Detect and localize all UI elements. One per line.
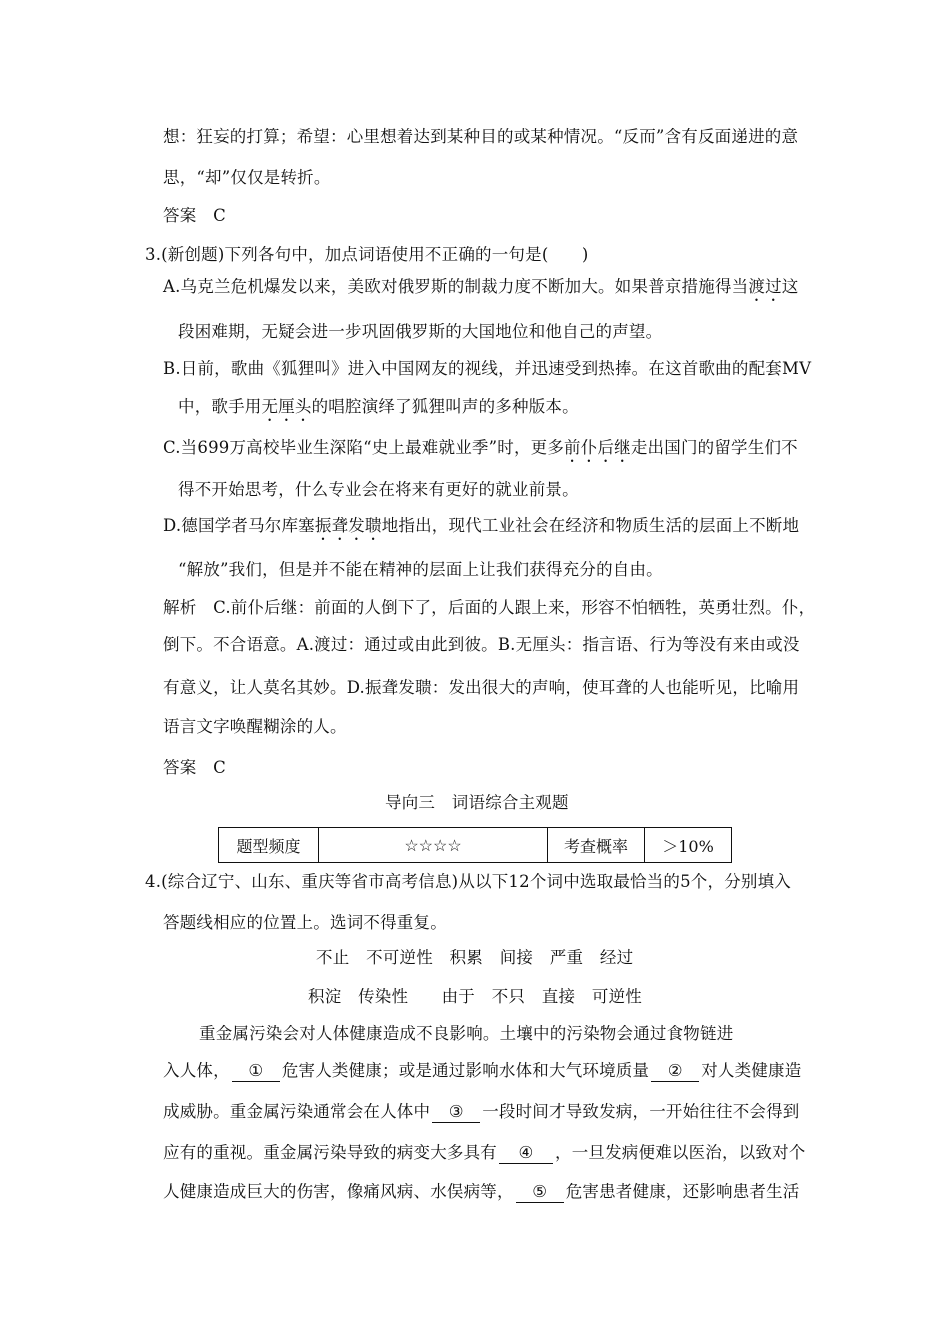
answer-blank-5[interactable]: ⑤: [516, 1182, 564, 1203]
passage-text: 成威胁。重金属污染通常会在人体中: [163, 1102, 431, 1121]
passage-text: 应有的重视。重金属污染导致的病变大多具有: [163, 1143, 497, 1162]
passage-line-4: [163, 1142, 806, 1164]
option-c-line-1: [163, 437, 798, 466]
option-a-line-2: 段困难期，无疑会进一步巩固俄罗斯的大国地位和他自己的声望。: [178, 322, 663, 341]
passage-line-1: 重金属污染会对人体健康造成不良影响。土壤中的污染物会通过食物链进: [199, 1024, 734, 1043]
section-heading: 导向三 词语综合主观题: [385, 793, 569, 812]
passage-line-2: [163, 1060, 801, 1082]
explanation-line-4: 语言文字唤醒糊涂的人。: [163, 717, 347, 736]
answer-blank-1[interactable]: ①: [232, 1061, 280, 1082]
answer-2: 答案 C: [163, 758, 226, 777]
option-a-line-1: [163, 276, 798, 305]
passage-text: 人健康造成巨大的伤害，像痛风病、水俣病等，: [163, 1182, 514, 1201]
frequency-table: [218, 827, 732, 863]
option-b-line-2: [178, 396, 579, 425]
explanation-line-1: 解析 C.前仆后继：前面的人倒下了，后面的人跟上来，形容不怕牺牲，英勇壮烈。仆，: [163, 598, 816, 617]
passage-line-3: [163, 1101, 800, 1123]
word-bank-row-2: 积淀 传染性 由于 不只 直接 可逆性: [308, 987, 642, 1006]
table-cell-probability: ＞10%: [645, 828, 732, 863]
passage-text: 入人体，: [163, 1061, 230, 1080]
question-4-line-1: 4.(综合辽宁、山东、重庆等省市高考信息)从以下12个词中选取最恰当的5个，分别填入: [145, 872, 792, 891]
answer-1: 答案 C: [163, 206, 226, 225]
table-cell-label-frequency: 题型频度: [219, 828, 319, 863]
option-c-text: C.当699万高校毕业生深陷“史上最难就业季”时，更多: [163, 438, 565, 457]
answer-blank-4[interactable]: ④: [499, 1143, 553, 1164]
table-row: [219, 828, 732, 863]
option-b-text-end: 的唱腔演绎了狐狸叫声的多种版本。: [311, 397, 579, 416]
passage-text: 危害患者健康，还影响患者生活: [565, 1182, 800, 1201]
explanation-line-2: 倒下。不合语意。A.渡过：通过或由此到彼。B.无厘头：指言语、行为等没有来由或没: [163, 635, 800, 654]
option-a-text: A.乌克兰危机爆发以来，美欧对俄罗斯的制裁力度不断加大。如果普京措施得当: [163, 277, 749, 296]
question-4-line-2: 答题线相应的位置上。选词不得重复。: [163, 913, 447, 932]
dotted-word-d: 振聋发聩: [314, 516, 382, 535]
passage-text: ，一旦发病便难以医治，以致对个: [555, 1143, 806, 1162]
explanation-line-3: 有意义，让人莫名其妙。D.振聋发聩：发出很大的声响，使耳聋的人也能听见，比喻用: [163, 678, 800, 697]
line-1: 想：狂妄的打算；希望：心里想着达到某种目的或某种情况。“反而”含有反面递进的意: [163, 127, 799, 146]
passage-text: 对人类健康造: [701, 1061, 802, 1080]
dotted-word-c: 前仆后继: [564, 438, 631, 457]
option-c-text-end: 走出国门的留学生们不: [630, 438, 798, 457]
passage-text: 危害人类健康；或是通过影响水体和大气环境质量: [281, 1061, 650, 1080]
option-b-text: 中，歌手用: [178, 397, 262, 416]
question-3: 3.(新创题)下列各句中，加点词语使用不正确的一句是( ): [145, 245, 589, 264]
table-cell-label-probability: 考查概率: [548, 828, 645, 863]
option-b-line-1: B.日前，歌曲《狐狸叫》进入中国网友的视线，并迅速受到热捧。在这首歌曲的配套MV: [163, 359, 812, 378]
passage-text: 一段时间才导致发病，一开始往往不会得到: [482, 1102, 800, 1121]
line-2: 思，“却”仅仅是转折。: [163, 168, 331, 187]
dotted-word-b: 无厘头: [261, 397, 312, 416]
word-bank-row-1: 不止 不可逆性 积累 间接 严重 经过: [316, 948, 634, 967]
option-a-text-end: 这: [781, 277, 799, 296]
passage-line-5: [163, 1181, 800, 1203]
dotted-word-a: 渡过: [748, 277, 782, 296]
table-cell-stars: ☆☆☆☆: [319, 828, 548, 863]
option-d-line-2: “解放”我们，但是并不能在精神的层面上让我们获得充分的自由。: [178, 560, 663, 579]
option-c-line-2: 得不开始思考，什么专业会在将来有更好的就业前景。: [178, 480, 579, 499]
option-d-line-1: [163, 515, 799, 544]
option-d-text: D.德国学者马尔库塞: [163, 516, 315, 535]
answer-blank-2[interactable]: ②: [651, 1061, 699, 1082]
option-d-text-end: 地指出，现代工业社会在经济和物质生活的层面上不断地: [381, 516, 800, 535]
answer-blank-3[interactable]: ③: [432, 1102, 480, 1123]
